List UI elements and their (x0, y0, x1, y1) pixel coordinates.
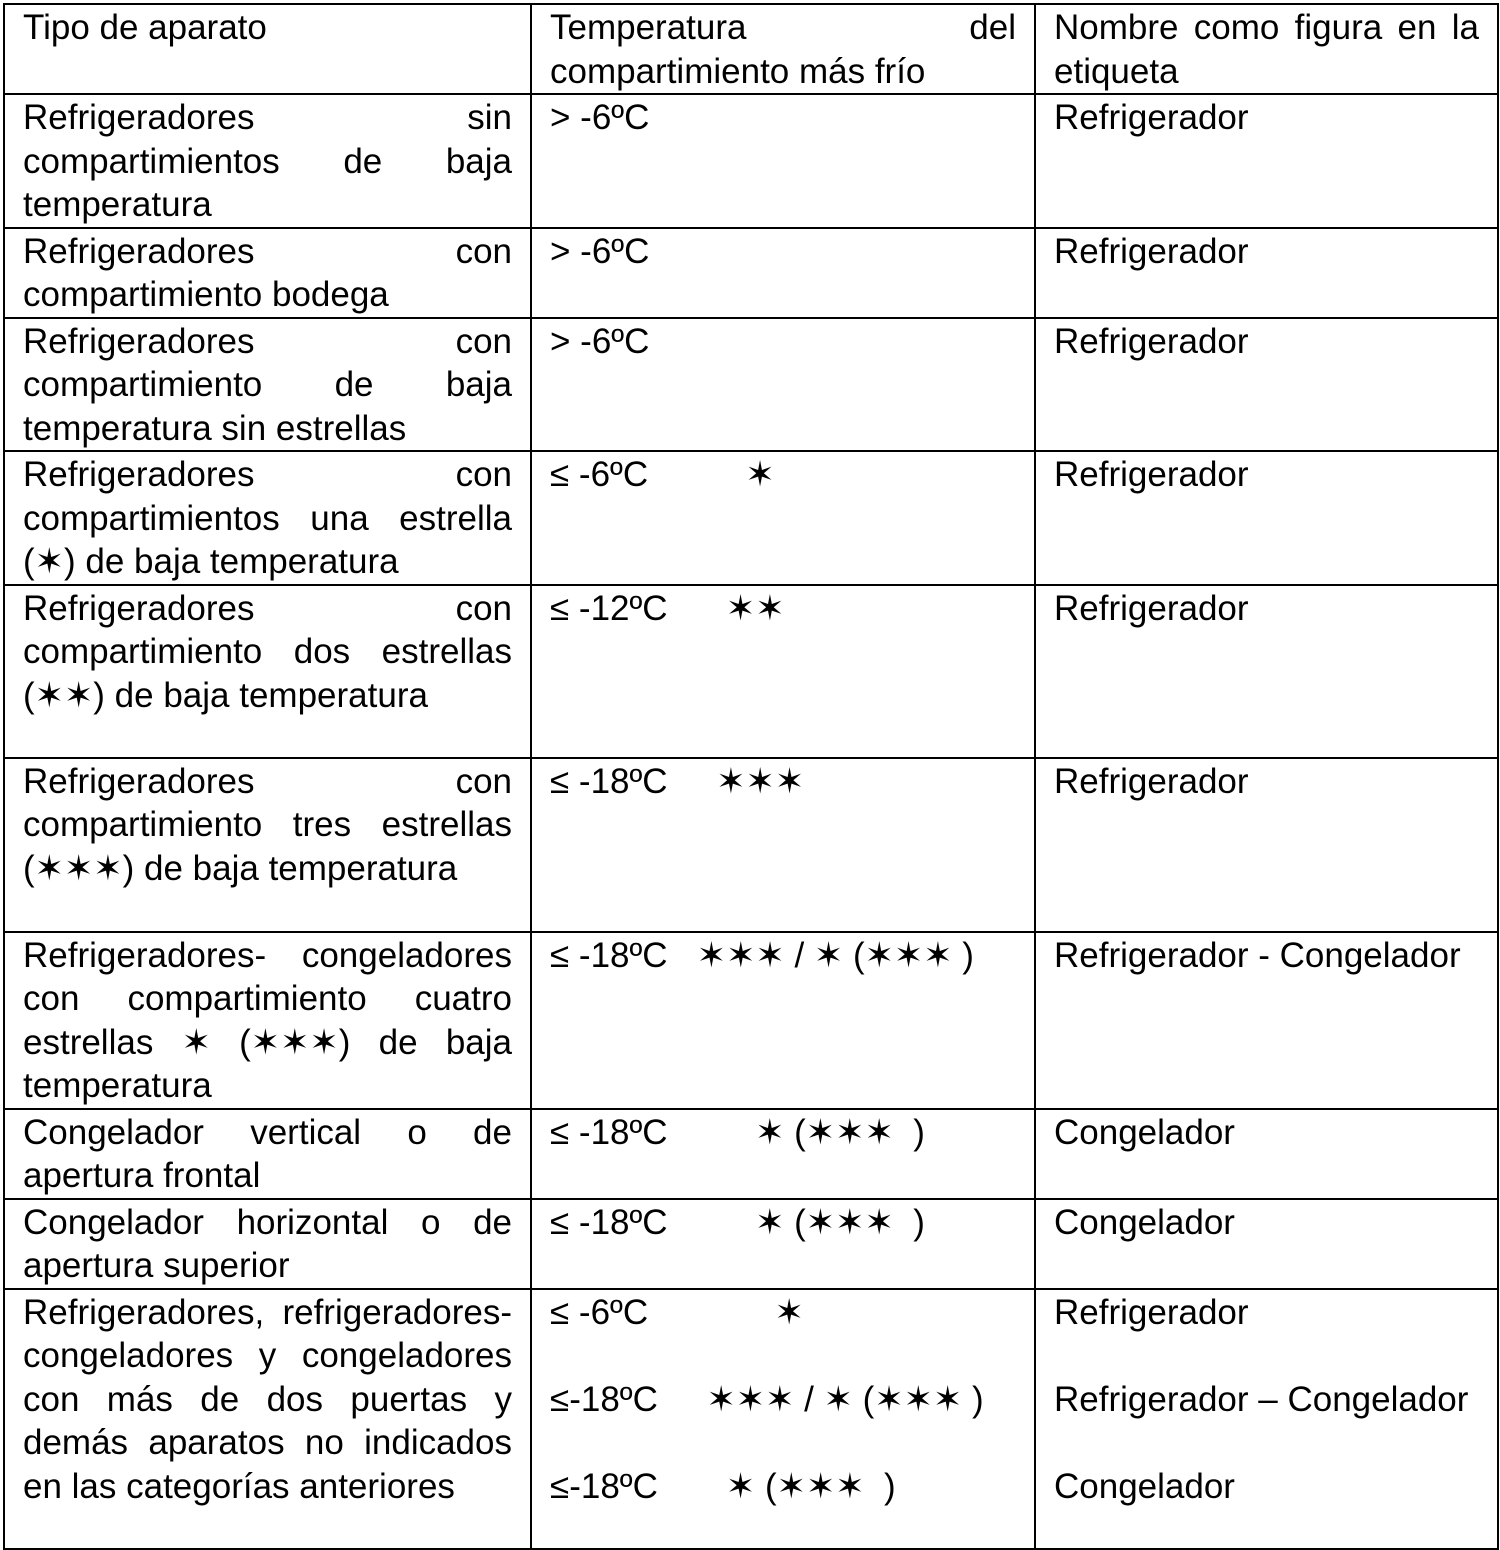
temp-cell (531, 1289, 1035, 1549)
table-row (4, 585, 1498, 758)
refrigerator-classification-table (3, 3, 1499, 1550)
tipo-cell: Refrigeradores con compartimiento dos estrellas (✶✶) de baja temperatura (4, 585, 531, 758)
table-row (4, 1109, 1498, 1199)
nombre-cell: Refrigerador (1035, 451, 1498, 585)
temp-line: ≤-18ºC ✶ (✶✶✶ ) (550, 1466, 896, 1506)
temp-cell: ≤ -18ºC ✶✶✶ (531, 758, 1035, 932)
temp-line (550, 1334, 1016, 1378)
nombre-cell: Refrigerador (1035, 94, 1498, 228)
header-temperatura: Temperatura del compartimiento más frío (531, 4, 1035, 94)
tipo-cell: Congelador vertical o de apertura frontal (4, 1109, 531, 1199)
tipo-cell: Refrigeradores con compartimiento de baja temperatura sin estrellas (4, 318, 531, 452)
table-row (4, 451, 1498, 585)
header-nombre: Nombre como figura en la etiqueta (1035, 4, 1498, 94)
table-row (4, 1289, 1498, 1549)
nombre-cell: Congelador (1035, 1199, 1498, 1289)
table-row (4, 318, 1498, 452)
header-row (4, 4, 1498, 94)
nombre-cell: Refrigerador (1035, 585, 1498, 758)
tipo-cell: Refrigeradores con compartimiento tres estrellas (✶✶✶) de baja temperatura (4, 758, 531, 932)
temp-cell: ≤ -18ºC ✶ (✶✶✶ ) (531, 1199, 1035, 1289)
nombre-line: Refrigerador (1054, 1292, 1249, 1332)
nombre-line (1054, 1421, 1479, 1465)
nombre-cell: Congelador (1035, 1109, 1498, 1199)
temp-cell: > -6ºC (531, 94, 1035, 228)
nombre-cell: Refrigerador (1035, 228, 1498, 318)
header-tipo: Tipo de aparato (4, 4, 531, 94)
tipo-cell: Refrigeradores con compartimiento bodega (4, 228, 531, 318)
temp-cell: ≤ -12ºC ✶✶ (531, 585, 1035, 758)
table-row (4, 228, 1498, 318)
temp-line: ≤-18ºC ✶✶✶ / ✶ (✶✶✶ ) (550, 1379, 984, 1419)
nombre-line: Refrigerador – Congelador (1054, 1379, 1469, 1419)
temp-line (550, 1421, 1016, 1465)
table-row (4, 94, 1498, 228)
table-row (4, 932, 1498, 1109)
temp-cell: > -6ºC (531, 318, 1035, 452)
table-row (4, 758, 1498, 932)
nombre-cell: Refrigerador - Congelador (1035, 932, 1498, 1109)
tipo-cell: Refrigeradores, refrigeradores-congeladores y congeladores con más de dos puertas y demás aparatos no indicados en las categorías anteriores (4, 1289, 531, 1549)
tipo-cell: Refrigeradores sin compartimientos de baja temperatura (4, 94, 531, 228)
table-row (4, 1199, 1498, 1289)
temp-cell: > -6ºC (531, 228, 1035, 318)
nombre-line (1054, 1334, 1479, 1378)
temp-cell: ≤ -18ºC ✶ (✶✶✶ ) (531, 1109, 1035, 1199)
tipo-cell: Refrigeradores con compartimientos una estrella (✶) de baja temperatura (4, 451, 531, 585)
nombre-cell: Refrigerador (1035, 318, 1498, 452)
temp-cell: ≤ -18ºC ✶✶✶ / ✶ (✶✶✶ ) (531, 932, 1035, 1109)
tipo-cell: Refrigeradores- congeladores con compartimiento cuatro estrellas ✶ (✶✶✶) de baja temperatura (4, 932, 531, 1109)
nombre-line: Congelador (1054, 1466, 1235, 1506)
nombre-cell: Refrigerador (1035, 758, 1498, 932)
nombre-cell (1035, 1289, 1498, 1549)
tipo-cell: Congelador horizontal o de apertura superior (4, 1199, 531, 1289)
temp-line: ≤ -6ºC ✶ (550, 1292, 804, 1332)
temp-cell: ≤ -6ºC ✶ (531, 451, 1035, 585)
